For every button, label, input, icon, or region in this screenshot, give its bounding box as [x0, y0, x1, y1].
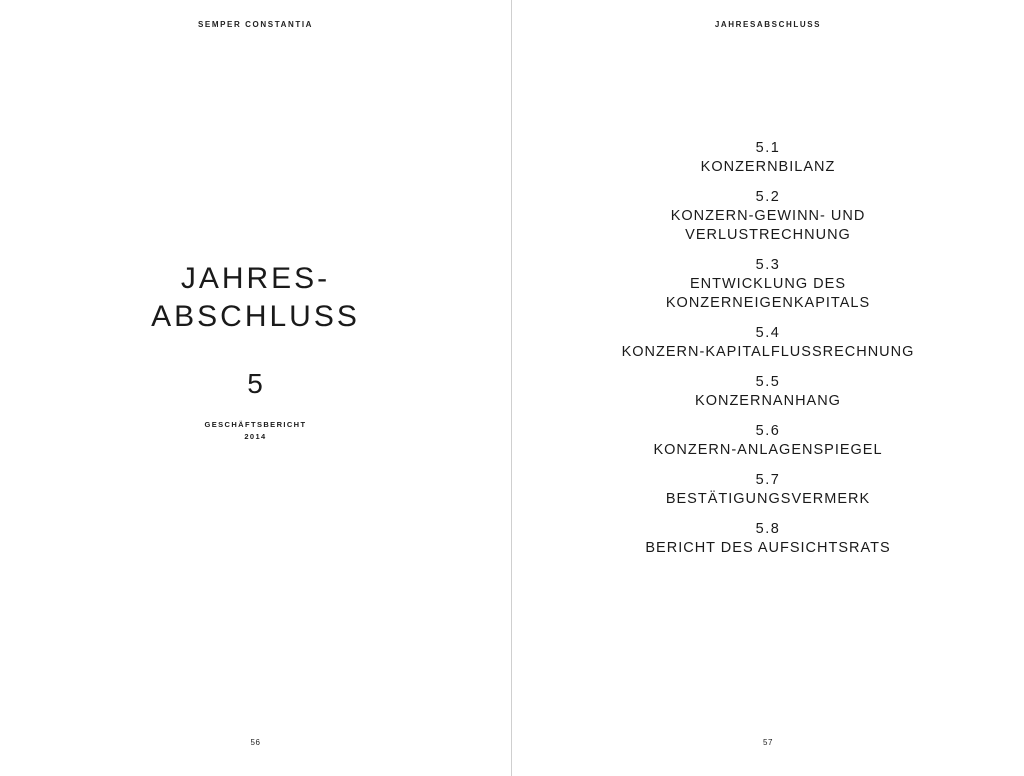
toc-entry[interactable] [512, 188, 1024, 245]
toc-entry-title-line: BERICHT DES AUFSICHTSRATS [645, 540, 891, 556]
page-number-left: 56 [250, 738, 261, 747]
toc-entry-number: 5.4 [755, 325, 781, 341]
toc-entry[interactable] [512, 422, 1024, 460]
left-page [0, 0, 511, 776]
chapter-number: 5 [247, 368, 264, 399]
chapter-title-line-2: ABSCHLUSS [151, 300, 360, 333]
toc-entry-title [512, 275, 1024, 313]
report-year: 2014 [244, 432, 267, 441]
toc-entry[interactable] [512, 520, 1024, 558]
toc-entry-title-line: KONZERNANHANG [695, 393, 841, 409]
right-page [512, 0, 1024, 776]
toc-entry-title [512, 207, 1024, 245]
toc-entry-title-line: KONZERN-KAPITALFLUSSRECHNUNG [621, 344, 915, 360]
report-label-text: GESCHÄFTSBERICHT [204, 420, 307, 429]
toc-entry-title-line: VERLUSTRECHNUNG [685, 227, 851, 243]
toc-entry[interactable] [512, 324, 1024, 362]
toc-entry-title [512, 343, 1024, 362]
toc-entry-title [512, 158, 1024, 177]
toc-entry-title [512, 490, 1024, 509]
toc-entry-title-line: KONZERN-GEWINN- UND [670, 208, 866, 224]
toc-entry[interactable] [512, 471, 1024, 509]
toc-entry-number: 5.6 [755, 423, 781, 439]
toc-entry[interactable] [512, 256, 1024, 313]
report-label [0, 419, 511, 443]
toc-entry-number: 5.5 [755, 374, 781, 390]
toc-entry-number: 5.7 [755, 472, 781, 488]
toc-entry[interactable] [512, 373, 1024, 411]
page-number-right: 57 [763, 738, 773, 747]
toc-entry-title [512, 392, 1024, 411]
toc-entry-title-line: KONZERN-ANLAGENSPIEGEL [653, 442, 883, 458]
toc-entry[interactable] [512, 139, 1024, 177]
toc-entry-title-line: ENTWICKLUNG DES [690, 276, 846, 292]
toc-entry-number: 5.3 [755, 257, 781, 273]
table-of-contents [512, 139, 1024, 569]
chapter-title-line-1: JAHRES- [180, 262, 331, 295]
toc-entry-title-line: KONZERNBILANZ [700, 159, 836, 175]
toc-entry-title-line: BESTÄTIGUNGSVERMERK [665, 491, 871, 507]
toc-entry-title [512, 539, 1024, 558]
toc-entry-number: 5.2 [755, 189, 781, 205]
toc-entry-number: 5.1 [755, 140, 781, 156]
chapter-title [0, 260, 511, 336]
running-head-right: JAHRESABSCHLUSS [714, 20, 822, 29]
running-head-left: SEMPER CONSTANTIA [197, 20, 314, 29]
toc-entry-title-line: KONZERNEIGENKAPITALS [665, 295, 871, 311]
toc-entry-number: 5.8 [755, 521, 781, 537]
toc-entry-title [512, 441, 1024, 460]
